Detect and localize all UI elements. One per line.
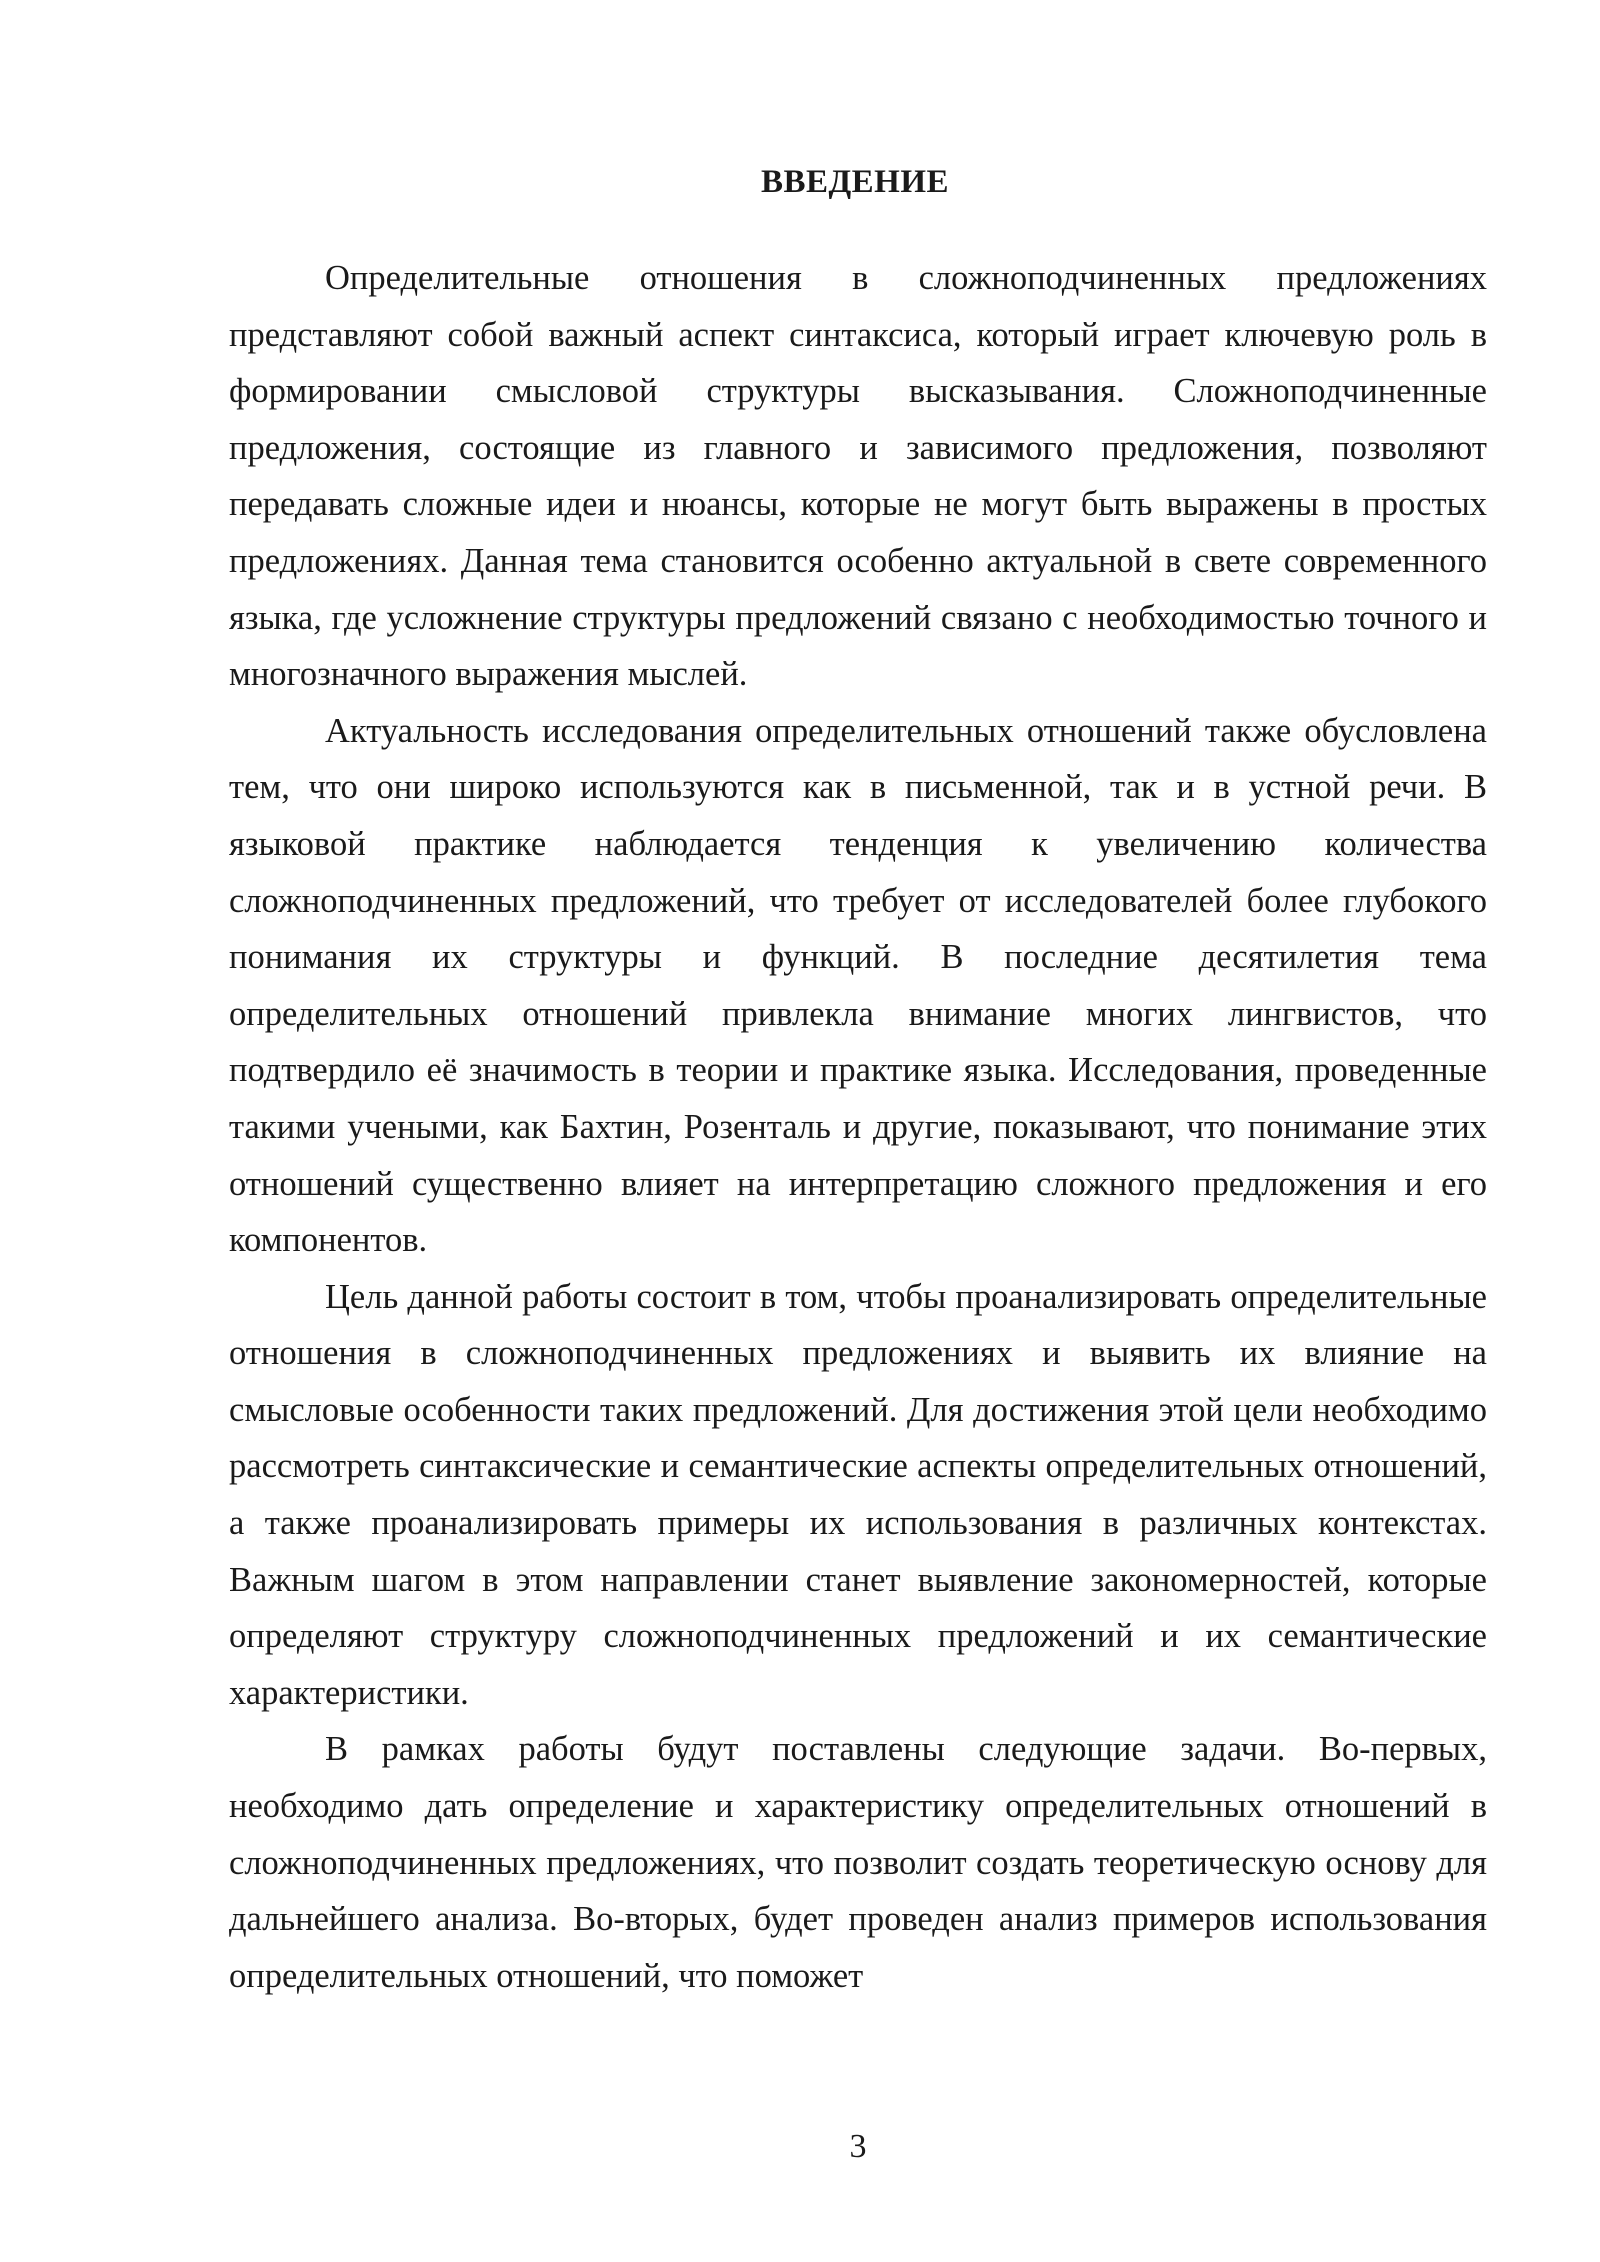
paragraph-3: Цель данной работы состоит в том, чтобы проанализировать определительные отношения в сложноподчиненных предложениях и выявить их влияние на смысловые особенности таких предложений. Для достижения этой цели необходимо рассмотреть синтаксические и семантические аспекты определительных отношений, а также проанализировать примеры их использования в различных контекстах. Важным шагом в этом направлении станет выявление закономерностей, которые определяют структуру сложноподчиненных предложений и их семантические характеристики.: [229, 1277, 1487, 1712]
page-number: 3: [849, 2128, 867, 2165]
paragraph-2: Актуальность исследования определительных отношений также обусловлена тем, что они широко используются как в письменной, так и в устной речи. В языковой практике наблюдается тенденция к увеличению количества сложноподчиненных предложений, что требует от исследователей более глубокого понимания их структуры и функций. В последние десятилетия тема определительных отношений привлекла внимание многих лингвистов, что подтвердило её значимость в теории и практике языка. Исследования, проведенные такими учеными, как Бахтин, Розенталь и другие, показывают, что понимание этих отношений существенно влияет на интерпретацию сложного предложения и его компонентов.: [229, 711, 1487, 1260]
paragraph-4: В рамках работы будут поставлены следующие задачи. Во-первых, необходимо дать определение и характеристику определительных отношений в сложноподчиненных предложениях, что позволит создать теоретическую основу для дальнейшего анализа. Во-вторых, будет проведен анализ примеров использования определительных отношений, что поможет: [229, 1730, 1487, 1995]
page-title: ВВЕДЕНИЕ: [760, 164, 950, 200]
body-text: [229, 250, 1487, 2004]
paragraph-1: Определительные отношения в сложноподчиненных предложениях представляют собой важный аспект синтаксиса, который играет ключевую роль в формировании смысловой структуры высказывания. Сложноподчиненные предложения, состоящие из главного и зависимого предложения, позволяют передавать сложные идеи и нюансы, которые не могут быть выражены в простых предложениях. Данная тема становится особенно актуальной в свете современного языка, где усложнение структуры предложений связано с необходимостью точного и многозначного выражения мыслей.: [229, 259, 1487, 694]
